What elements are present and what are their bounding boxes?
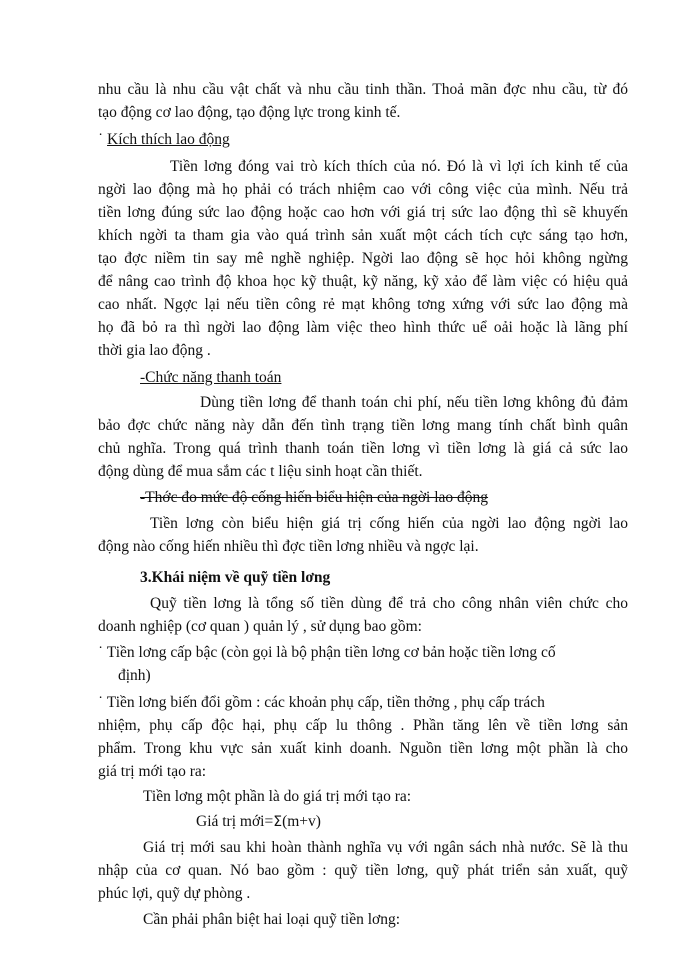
- paragraph-line: nhập của cơ quan. Nó bao gồm : quỹ tiền lơng, quỹ phát triển sản xuất, quỹ: [98, 862, 628, 879]
- paragraph-line: cao nhất. Ngợc lại nếu tiền công rẻ mạt không tơng xứng với sức lao động mà: [98, 296, 628, 313]
- section-title: 3.Khái niệm về quỹ tiền lơng: [140, 569, 331, 586]
- paragraph-line: Giá trị mới sau khi hoàn thành nghĩa vụ với ngân sách nhà nước. Sẽ là thu: [143, 839, 628, 856]
- heading-thanh-toan: -Chức năng thanh toán: [140, 369, 282, 386]
- bullet-item: [98, 643, 628, 663]
- paragraph-line: Quỹ tiền lơng là tổng số tiền dùng để trả cho công nhân viên chức cho: [150, 595, 628, 612]
- paragraph-line: doanh nghiệp (cơ quan ) quản lý , sử dụng bao gồm:: [98, 618, 422, 635]
- paragraph-line: Cần phải phân biệt hai loại quỹ tiền lơng:: [143, 911, 401, 928]
- heading-text: Kích thích lao động: [107, 131, 230, 148]
- paragraph-line: Tiền lơng một phần là do giá trị mới tạo ra:: [143, 788, 412, 805]
- paragraph-line: động nào cống hiến nhiều thì đợc tiền lơng nhiều và ngợc lại.: [98, 538, 479, 555]
- sigma-symbol: Σ: [273, 814, 283, 830]
- heading-thuoc-do: -Thớc đo mức độ cống hiến biểu hiện của ngời lao động: [140, 489, 489, 506]
- paragraph-line: phúc lợi, quỹ dự phòng .: [98, 885, 251, 902]
- paragraph-line: để nâng cao trình độ khoa học kỹ thuật, kỹ năng, kỹ xảo để làm việc có hiệu quả: [98, 273, 628, 290]
- bullet-mark: ˙: [98, 131, 104, 148]
- bullet-text: Tiền lơng biến đổi gồm : các khoản phụ cấp, tiền thởng , phụ cấp trách: [106, 694, 545, 711]
- paragraph-line: nhu cầu là nhu cầu vật chất và nhu cầu tinh thần. Thoả mãn đợc nhu cầu, từ đó: [98, 81, 628, 98]
- formula: [196, 812, 321, 832]
- paragraph-line: họ đã bỏ ra thì ngời lao động làm việc theo hình thức uể oải hoặc là lãng phí: [98, 319, 628, 336]
- paragraph-line: tạo động cơ lao động, tạo động lực trong kinh tế.: [98, 104, 401, 121]
- paragraph-line: động dùng để mua sắm các t liệu sinh hoạt cần thiết.: [98, 463, 423, 480]
- paragraph-line: khích ngời ta tham gia vào quá trình sản xuất một cách tích cực sáng tạo hơn,: [98, 227, 628, 244]
- formula-right: (m+v): [282, 813, 321, 830]
- heading-kich-thich: [98, 130, 230, 150]
- paragraph-line: định): [118, 667, 151, 684]
- paragraph-line: chủ nghĩa. Trong quá trình thanh toán tiền lơng vì tiền lơng là giá cả sức lao: [98, 440, 628, 457]
- paragraph-line: Dùng tiền lơng để thanh toán chi phí, nếu tiền lơng không đủ đảm: [200, 394, 628, 411]
- paragraph-line: nhiệm, phụ cấp độc hại, phụ cấp lu thông . Phần tăng lên về tiền lơng sản: [98, 717, 628, 734]
- bullet-item: [98, 693, 628, 713]
- paragraph-line: giá trị mới tạo ra:: [98, 763, 207, 780]
- bullet-mark: ˙: [98, 694, 104, 711]
- paragraph-line: Tiền lơng còn biểu hiện giá trị cống hiến của ngời lao động ngời lao: [150, 515, 628, 532]
- paragraph-line: thời gia lao động .: [98, 342, 211, 359]
- paragraph-line: Tiền lơng đóng vai trò kích thích của nó. Đó là vì lợi ích kinh tế của: [170, 158, 628, 175]
- paragraph-line: tiền lơng đúng sức lao động hoặc cao hơn với giá trị sức lao động thì sẽ khuyến: [98, 204, 628, 221]
- paragraph-line: ngời lao động mà họ phải có trách nhiệm cao với công việc của mình. Nếu trả: [98, 181, 628, 198]
- paragraph-line: bảo đợc chức năng này dẫn đến tình trạng tiền lơng mang tính chất bình quân: [98, 417, 628, 434]
- paragraph-line: tạo đợc niềm tin say mê nghề nghiệp. Ngời lao động sẽ học hỏi không ngừng: [98, 250, 628, 267]
- formula-left: Giá trị mới=: [196, 813, 274, 830]
- paragraph-line: phẩm. Trong khu vực sản xuất kinh doanh. Nguồn tiền lơng một phần là cho: [98, 740, 628, 757]
- bullet-text: Tiền lơng cấp bậc (còn gọi là bộ phận tiền lơng cơ bản hoặc tiền lơng cố: [106, 644, 556, 661]
- bullet-mark: ˙: [98, 644, 104, 661]
